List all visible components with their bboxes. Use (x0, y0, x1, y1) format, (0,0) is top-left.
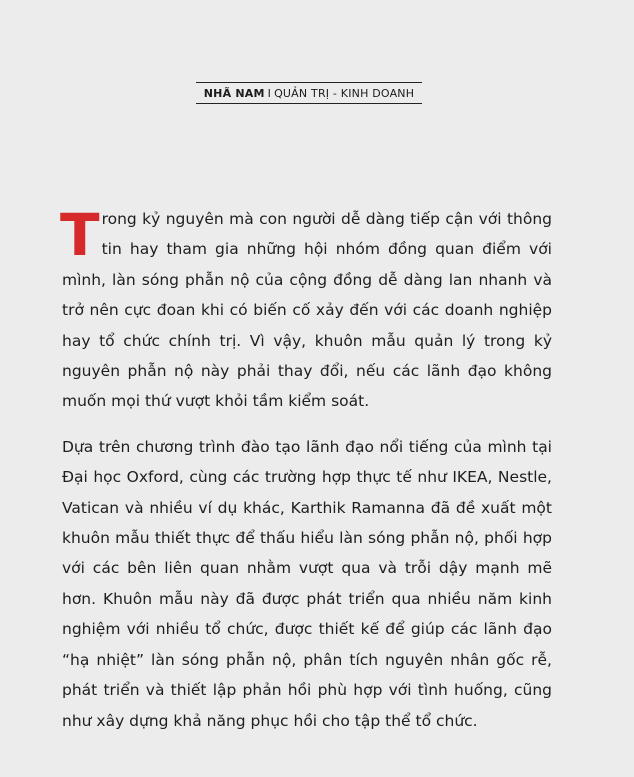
header-separator: I (267, 86, 272, 100)
blurb-paragraph-1-text: rong kỷ nguyên mà con người dễ dàng tiếp cận với thông tin hay tham gia những hội nhóm đồng quan điểm với mình, làn sóng phẫn nộ của cộng đồng dễ dàng lan nhanh và trở nên cực đoan khi có biến cố xảy đến với các doanh nghiệp hay tổ chức chính trị. Vì vậy, khuôn mẫu quản lý trong kỷ nguyên phẫn nộ này phải thay đổi, nếu các lãnh đạo không muốn mọi thứ vượt khỏi tầm kiểm soát. (62, 210, 552, 411)
blurb-body (60, 201, 552, 736)
blurb-paragraph-2: Dựa trên chương trình đào tạo lãnh đạo nổi tiếng của mình tại Đại học Oxford, cùng các trường hợp thực tế như IKEA, Nestle, Vatican và nhiều ví dụ khác, Karthik Ramanna đã đề xuất một khuôn mẫu thiết thực để thấu hiểu làn sóng phẫn nộ, phối hợp với các bên liên quan nhằm vượt qua và trỗi dậy mạnh mẽ hơn. Khuôn mẫu này đã được phát triển qua nhiều năm kinh nghiệm với nhiều tổ chức, được thiết kế để giúp các lãnh đạo “hạ nhiệt” làn sóng phẫn nộ, phân tích nguyên nhân gốc rễ, phát triển và thiết lập phản hồi phù hợp với tình huống, cũng như xây dựng khả năng phục hồi cho tập thể tổ chức. (62, 437, 552, 730)
drop-cap: T (60, 201, 100, 269)
publisher-brand: NHÃ NAM (203, 86, 265, 100)
publisher-header (196, 82, 422, 104)
blurb-paragraph-1 (60, 201, 552, 417)
publisher-section: QUẢN TRỊ - KINH DOANH (274, 86, 415, 100)
